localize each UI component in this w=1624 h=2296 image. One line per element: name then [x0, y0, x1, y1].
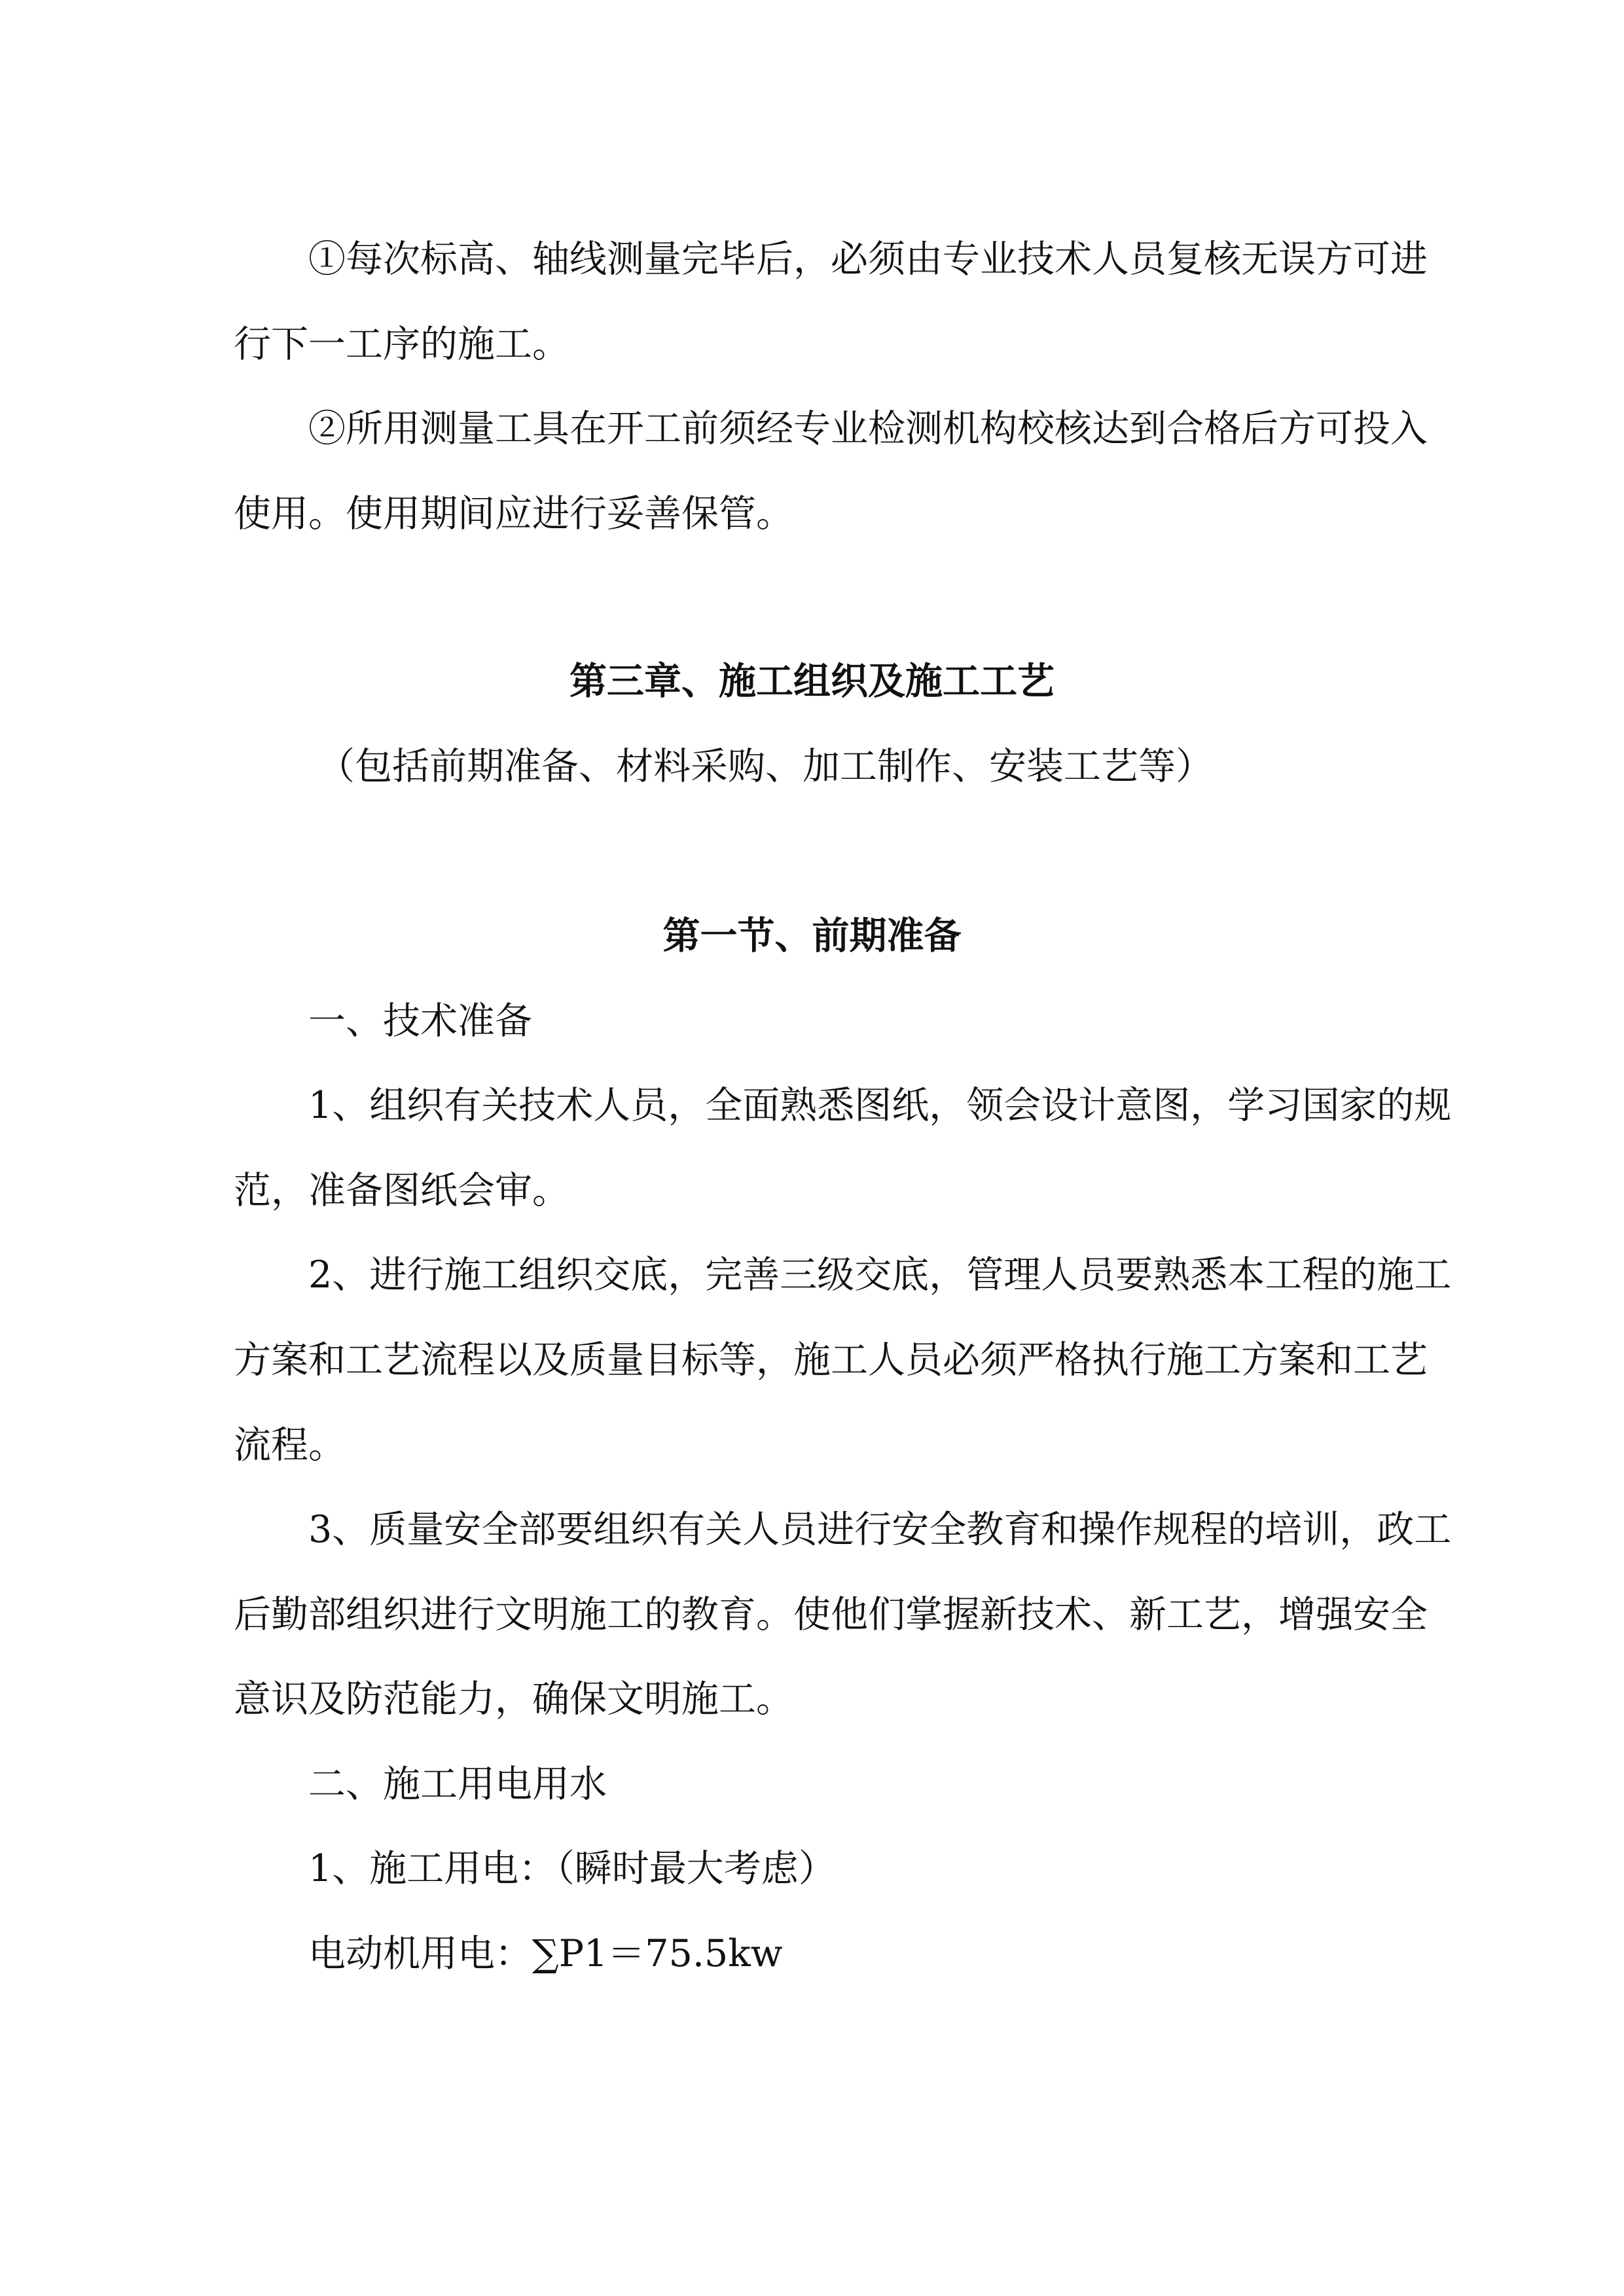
tech-prep-item-3-line-1: 3、质量安全部要组织有关人员进行安全教育和操作规程的培训，政工 [308, 1508, 1452, 1551]
tech-prep-item-2-line-3: 流程。 [234, 1424, 346, 1467]
section-title: 第一节、前期准备 [662, 914, 962, 958]
paragraph-1-line-1: ①每次标高、轴线测量完毕后，必须由专业技术人员复核无误方可进 [308, 238, 1428, 281]
motor-power-value: 电动机用电：∑P1＝75.5kw [308, 1932, 783, 1975]
chapter-subtitle: （包括前期准备、材料采购、加工制作、安装工艺等） [317, 745, 1213, 788]
chapter-title: 第三章、施工组织及施工工艺 [569, 659, 1055, 703]
power-water-heading: 二、施工用电用水 [308, 1763, 607, 1806]
tech-prep-item-1-line-1: 1、组织有关技术人员，全面熟悉图纸，领会设计意图，学习国家的规 [308, 1084, 1452, 1127]
power-item-1: 1、施工用电：（瞬时最大考虑） [308, 1847, 836, 1890]
tech-prep-heading: 一、技术准备 [308, 999, 532, 1043]
tech-prep-item-1-line-2: 范，准备图纸会审。 [234, 1169, 569, 1212]
tech-prep-item-3-line-3: 意识及防范能力，确保文明施工。 [234, 1677, 793, 1721]
paragraph-2-line-1: ②所用测量工具在开工前须经专业检测机构校核达到合格后方可投入 [308, 407, 1428, 450]
tech-prep-item-2-line-1: 2、进行施工组织交底，完善三级交底，管理人员要熟悉本工程的施工 [308, 1253, 1452, 1297]
paragraph-1-line-2: 行下一工序的施工。 [234, 323, 569, 366]
tech-prep-item-3-line-2: 后勤部组织进行文明施工的教育。使他们掌握新技术、新工艺，增强安全 [234, 1593, 1428, 1636]
tech-prep-item-2-line-2: 方案和工艺流程以及质量目标等，施工人员必须严格执行施工方案和工艺 [234, 1338, 1428, 1382]
paragraph-2-line-2: 使用。使用期间应进行妥善保管。 [234, 492, 793, 535]
